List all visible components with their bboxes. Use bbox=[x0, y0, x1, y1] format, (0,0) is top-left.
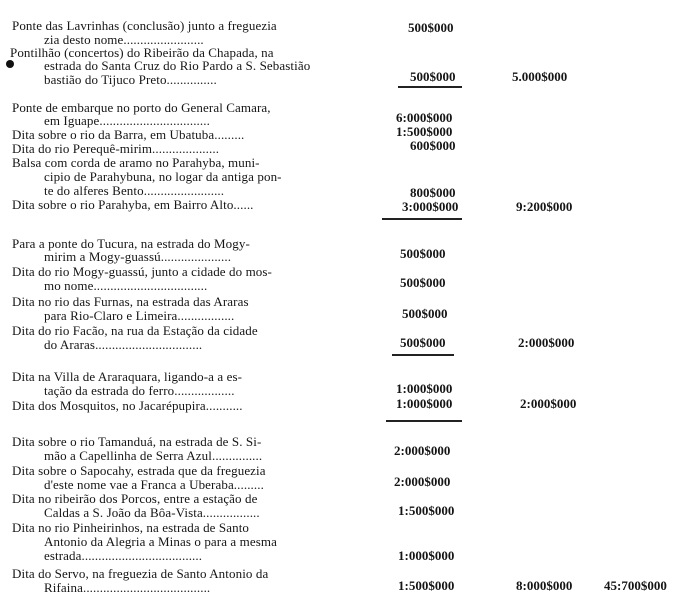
amount-value: 800$000 bbox=[410, 185, 456, 200]
text-line: Balsa com corda de aramo no Parahyba, muni- bbox=[12, 155, 260, 170]
sum-rule bbox=[398, 86, 462, 88]
text-line: cipio de Parahybuna, no logar da antiga pon- bbox=[44, 169, 282, 184]
section-total: 2:000$000 bbox=[518, 335, 575, 350]
text-line: Dita do rio Facão, na rua da Estação da cidade bbox=[12, 323, 258, 338]
section-total: 9:200$000 bbox=[516, 199, 573, 214]
text-line: Dita sobre o rio Parahyba, em Bairro Alto...... bbox=[12, 197, 254, 212]
amount-value: 500$000 bbox=[410, 69, 456, 84]
section-total: 8:000$000 bbox=[516, 578, 573, 593]
amount-value: 500$000 bbox=[400, 335, 446, 350]
text-line: Rifaina...................................... bbox=[44, 580, 211, 595]
text-line: Pontilhão (concertos) do Ribeirão da Chapada, na bbox=[10, 45, 274, 60]
text-line: Dita dos Mosquitos, no Jacarépupira........... bbox=[12, 398, 243, 413]
amount-value: 3:000$000 bbox=[402, 199, 459, 214]
amount-value: 600$000 bbox=[410, 138, 456, 153]
sum-rule bbox=[382, 218, 462, 220]
amount-value: 1:500$000 bbox=[398, 578, 455, 593]
amount-value: 500$000 bbox=[400, 275, 446, 290]
amount-value: 1:000$000 bbox=[396, 396, 453, 411]
amount-value: 1:000$000 bbox=[398, 548, 455, 563]
text-line: zia desto nome........................ bbox=[44, 32, 204, 47]
text-line: Dita do Servo, na freguezia de Santo Antonio da bbox=[12, 566, 269, 581]
text-line: do Araras................................ bbox=[44, 337, 203, 352]
text-line: te do alferes Bento........................ bbox=[44, 183, 225, 198]
text-line: bastião do Tijuco Preto............... bbox=[44, 72, 217, 87]
sum-rule bbox=[386, 420, 462, 422]
amount-value: 6:000$000 bbox=[396, 110, 453, 125]
amount-value: 500$000 bbox=[408, 20, 454, 35]
text-line: Dita no ribeirão dos Porcos, entre a estação de bbox=[12, 491, 258, 506]
amount-value: 1:500$000 bbox=[398, 503, 455, 518]
text-line: para Rio-Claro e Limeira................. bbox=[44, 308, 235, 323]
amount-value: 500$000 bbox=[400, 246, 446, 261]
text-line: Dita no rio das Furnas, na estrada das Araras bbox=[12, 294, 249, 309]
section-total: 5.000$000 bbox=[512, 69, 568, 84]
amount-value: 2:000$000 bbox=[394, 443, 451, 458]
amount-value: 500$000 bbox=[402, 306, 448, 321]
text-line: Dita sobre o rio Tamanduá, na estrada de S. Si- bbox=[12, 434, 262, 449]
text-line: Antonio da Alegria a Minas o para a mesma bbox=[44, 534, 277, 549]
amount-value: 1:500$000 bbox=[396, 124, 453, 139]
text-line: Dita sobre o rio da Barra, em Ubatuba......... bbox=[12, 127, 245, 142]
grand-total: 45:700$000 bbox=[604, 578, 667, 593]
ink-blot-mark bbox=[6, 60, 14, 68]
sum-rule bbox=[392, 354, 454, 356]
section-total: 2:000$000 bbox=[520, 396, 577, 411]
text-line: Dita no rio Pinheirinhos, na estrada de Santo bbox=[12, 520, 250, 535]
text-line: estrada.................................... bbox=[44, 548, 203, 563]
text-line: Caldas a S. João da Bôa-Vista................. bbox=[44, 505, 260, 520]
text-line: mão a Capellinha de Serra Azul............... bbox=[44, 448, 263, 463]
text-line: mo nome.................................. bbox=[44, 278, 208, 293]
text-line: Dita do rio Mogy-guassú, junto a cidade do mos- bbox=[12, 264, 272, 279]
text-line: estrada do Santa Cruz do Rio Pardo a S. Sebastião bbox=[44, 58, 311, 73]
amount-value: 1:000$000 bbox=[396, 381, 453, 396]
text-line: Dita sobre o Sapocahy, estrada que da freguezia bbox=[12, 463, 266, 478]
text-line: d'este nome vae a Franca a Uberaba......... bbox=[44, 477, 264, 492]
text-line: mirim a Mogy-guassú..................... bbox=[44, 249, 232, 264]
text-line: tação da estrada do ferro.................. bbox=[44, 383, 235, 398]
text-line: Ponte de embarque no porto do General Camara, bbox=[12, 100, 271, 115]
text-line: em Iguape................................. bbox=[44, 113, 210, 128]
text-line: Dita na Villa de Araraquara, ligando-a a es- bbox=[12, 369, 243, 384]
amount-value: 2:000$000 bbox=[394, 474, 451, 489]
text-line: Para a ponte do Tucura, na estrada do Mogy- bbox=[12, 236, 250, 251]
text-line: Ponte das Lavrinhas (conclusão) junto a freguezia bbox=[12, 18, 277, 33]
text-line: Dita do rio Perequê-mirim.................... bbox=[12, 141, 220, 156]
